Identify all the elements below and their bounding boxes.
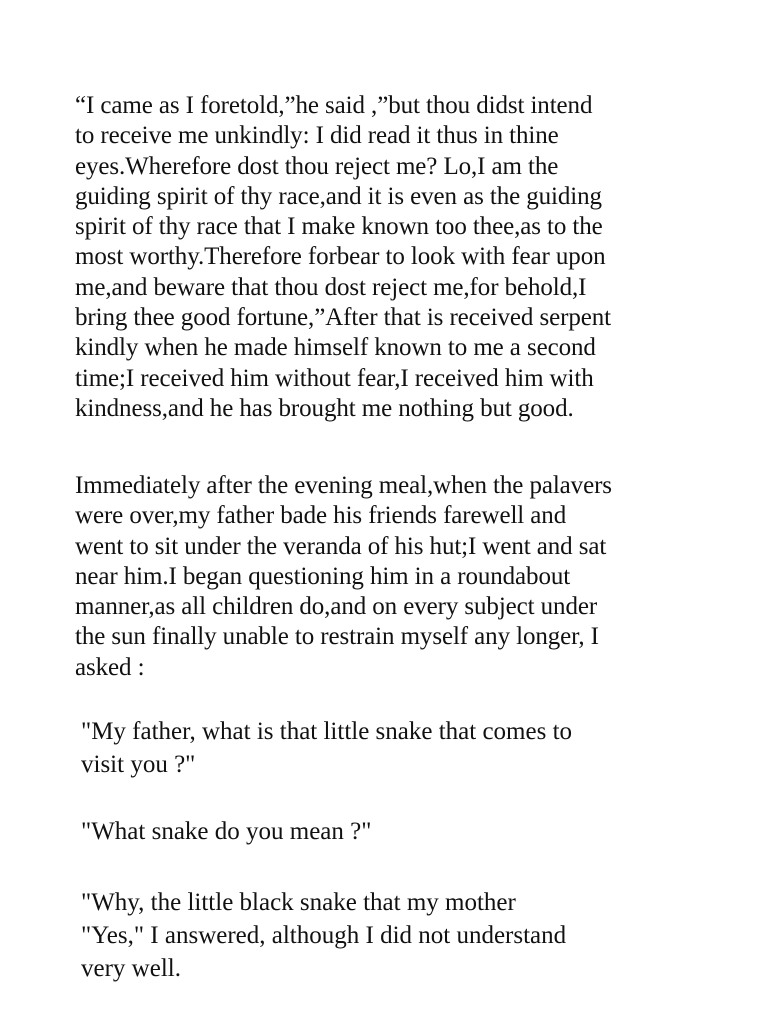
paragraph-evening-meal: Immediately after the evening meal,when the palavers were over,my father bade his friends farewell and went to sit under the veranda of his hut;I went and sat near him.I began questioning him in a roundabout manner,as all children do,and on every subject under the sun finally unable to restrain myself any longer, I asked : (75, 472, 612, 681)
paragraph-spirit-speech: “I came as I foretold,”he said ,”but thou didst intend to receive me unkindly: I did read it thus in thine eyes.Wherefore dost thou reject me? Lo,I am the guiding spirit of thy race,and it is even as the guiding spirit of thy race that I make known too thee,as to the most worthy.Therefore forbear to look with fear upon me,and beware that thou dost reject me,for behold,I bring thee good fortune,”After that is received serpent kindly when he made himself known to me a second time;I received him without fear,I received him with kindness,and he has brought me nothing but good. (75, 92, 611, 422)
dialogue-line-little-snake: "My father, what is that little snake that comes to visit you ?" (81, 718, 573, 778)
dialogue-line-black-snake: "Why, the little black snake that my mother "Yes," I answered, although I did not understand very well. (81, 889, 567, 982)
dialogue-line-what-snake: "What snake do you mean ?" (81, 818, 372, 845)
